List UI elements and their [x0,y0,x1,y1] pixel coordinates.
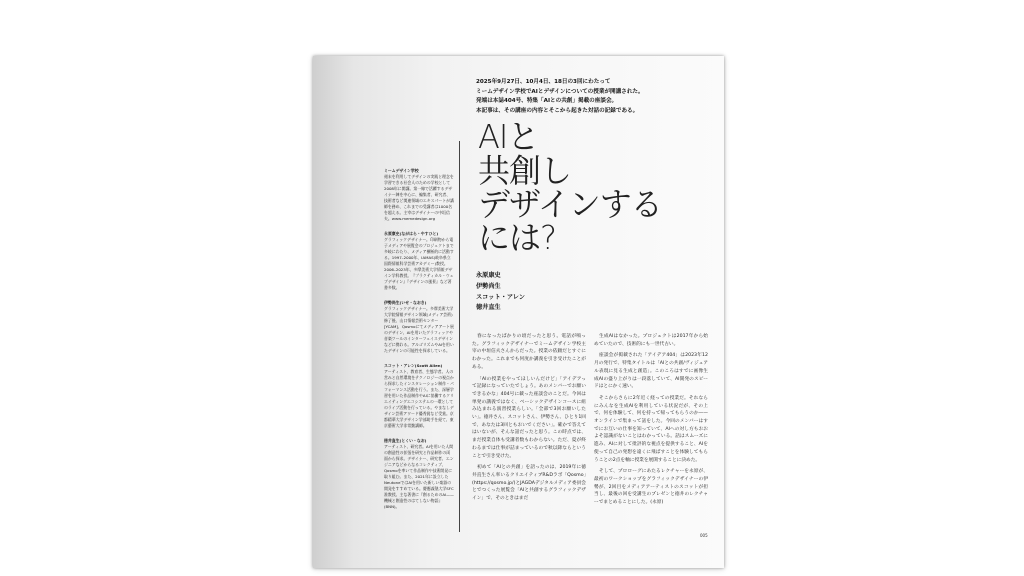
article-title: AIと 共創し デザインする には? [478,117,662,258]
profile-heading: ミームデザイン学校 [384,168,419,173]
profile-text: 週末を利用してデザインの実践と理念を学習できる社会人のための学校として2008年に開講。第一線で活躍するデザイナー陣を中心に、編集者、研究者、技術者など関連領域のエキスパートが講師を務め、これまでの受講者は1000名を超える。主宰はデザイナーの中垣信夫。www.memedesign.org [384,174,454,221]
author-name: 徳井直生 [476,304,501,312]
profile-text: グラフィックデザイナー。多摩美術大学大学院情報デザイン領域(メディア芸術)修了後、山口情報芸術センター[YCAM]、Qosmoにてメディアアート展のデザイン、AIを用いたグラフィックや音楽ツールのインターフェイスデザインなどに携わる。アルゴリズムやAIを用いたデザインの可能性を探求している。 [384,306,454,353]
author-name: 永原康史 [476,272,501,279]
body-paragraph: 座談会が掲載された「アイデア404」は2023年12月の発行で、特集タイトルは「AIとの共創/ヴィジュアル表現に見る生成と創造」。このころはすでに画像生成AIの盛り上がりは一段落していて、AI開発のスピードはとにかく速い。 [594,353,708,390]
body-paragraph: 「AIの授業をやってほしいんだけど」「アイデアって記録になっていたでしょう。あのメンバーでお願いできるかな」404号に載った座談会のことだ。今回は単発の講義ではなく、ベーシックデザインコースに組み込まれる演習授業らしい。「全部で3回お願いしたい」。徳井さん、スコットさん、伊勢さん、ひとり1回で、あなたは3回ともおいでください」。確かで答えてはいないが、そんな話だったと思う。この時点では、まだ授業自体も受講者数もわからない。ただ、夏が終わるまでは仕事が詰まっているので秋以降ならということで引き受けた。 [472,376,586,459]
body-paragraph: 生成AIはなかった。プロジェクトは2017年から始めていたので、技術的にも一世代古い。 [594,334,708,347]
intro-lead: 2025年9月27日、10月4日、18日の3回にわたって ミームデザイン学校でAIとデザインについての授業が開講された。 発端は本誌404号、特集「AIとの共創」掲載の座談会。 本記事は、その講座の内容とそこから起きた対話の記録である。 [476,79,644,114]
profile-sidebar [384,168,454,519]
profile-heading: 徳井直生(とくい・なお) [384,438,427,443]
profile-text: アーティスト、研究者。AIを用いた人間の創造性の拡張を研究と作品制作の両面から探求。デザイナー、研究者、エンジニアなどからなるコレクティブ、Qosmoを率いて作品制作や技術開発に取り組む。また、2021年に設立したNeutoneではAIを用いた新しい楽器の開発をすすめている。慶應義塾大学SFC准教授。主な著書に『創るためのAI——機械と創造性のはてしない物語』(BNN)。 [384,444,454,509]
body-column-left [472,333,586,507]
vertical-rule [459,141,460,532]
author-list [476,271,596,314]
profile-ise [384,300,454,354]
magazine-page [313,56,724,568]
body-paragraph: そして、プロローグにあたるレクチャーを永原が、最初のワークショップをグラフィックデザイナーの伊勢が、2回目をメディアアーティストのスコットが担当し、最後の回を受講生のプレゼンと徳井のレクチャーでまとめることにした。(永原) [594,469,708,506]
body-paragraph: 春になったばかりの頃だったと思う。電話が鳴った。グラフィックデザイナーでミームデザイン学校主宰の中垣信夫さんからだった。授業の依頼だとすぐにわかった。これまでも何度か講義を引き受けたことがある。 [472,334,586,370]
profile-allen [384,363,454,429]
profile-tokui [384,438,454,510]
author-name: スコット・アレン [476,293,525,301]
profile-nagahara [384,231,454,291]
body-paragraph: 初めて「AIとの共創」を語ったのは、2019年に徳井直生さん率いるクリエイティブR&Dラボ「Qosmo」(https://qosmo.jp/)とJAGDAデジタルメディア委員会とでつくった展覧会「AIと共創するグラフィックデザイン」で、そのときはまだ [472,465,586,502]
profile-heading: 伊勢尚生(いせ・なおき) [384,300,427,305]
profile-heading: 永原康史(ながはら・やすひと) [384,231,439,236]
profile-text: グラフィックデザイナー。印刷物から電子メディアや展覧会のプロジェクトまで多岐にわたり、メディア横断的に活動する。1997–2000年、IAMAS(岐阜県立国際情報科学芸術アカデミー)教授。2006–2023年、多摩美術大学情報デザイン学科教授。『プラクティカル・ウェブデザイン』『デザインの風景』など著書多数。 [384,237,454,290]
profile-text: アーティスト、教育者、生態学者。人の営みと自然環境をテクノロジーの視点から探求したインスタレーション制作・パフォーマンス活動を行う。また、深層学習を用いた作品制作やAIに協働するクリエイティングエコシステムの一環としてのライブ活動を行っている。やまなしデザイン芸術アワード優秀賞など受賞。京都精華大学デザイン学部助手を経て、東京藝術大学非常勤講師。 [384,369,454,428]
body-column-right [594,333,708,511]
profile-school [384,168,454,222]
page-number: 005 [700,533,708,538]
body-paragraph: そこからさらに2年近く経っての授業だ。それならにみんなを生成AIを利用している状況だが、その上で、何を体験して、何を持って帰ってもらうのか——オンラインで集まって話をした。今回のメンバーはすでにお互いの仕事を知っていて、AIへの対し方もおおよそ認識がないことはわかっている。話はスムーズに進み、AIに対して批評的な視点を提供すること、AIを使って自己の発想を遠くに飛ばすことを体験してもらうことの2点を軸に授業を展開することに決めた。 [594,395,708,463]
profile-heading: スコット・アレン(Scott Allen) [384,363,443,368]
author-name: 伊勢尚生 [476,282,501,290]
